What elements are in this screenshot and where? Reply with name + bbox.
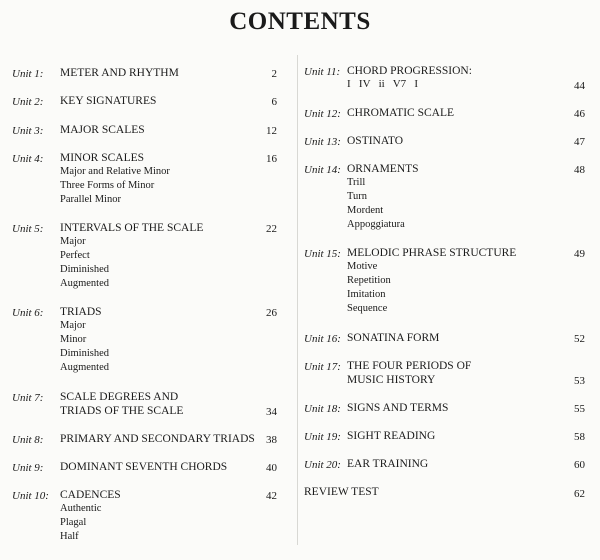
subtopic: Parallel Minor	[60, 194, 121, 205]
subtopic: Repetition	[347, 275, 391, 286]
subtopic: Diminished	[60, 264, 109, 275]
unit-title: KEY SIGNATURES	[60, 95, 157, 107]
unit-label: Unit 17:	[304, 361, 341, 373]
page-number: 6	[271, 96, 277, 108]
unit-title: SIGNS AND TERMS	[347, 402, 449, 414]
unit-title: SIGHT READING	[347, 430, 436, 442]
subtopic: Imitation	[347, 289, 386, 300]
page-number: 16	[266, 153, 277, 165]
unit-title-line-2: TRIADS OF THE SCALE	[60, 405, 184, 417]
unit-title: SONATINA FORM	[347, 332, 440, 344]
unit-label: Unit 8:	[12, 434, 44, 446]
subtopic: Augmented	[60, 278, 109, 289]
unit-title: METER AND RHYTHM	[60, 67, 179, 79]
unit-label: Unit 9:	[12, 462, 44, 474]
page-number: 62	[574, 488, 585, 500]
subtopic: Perfect	[60, 250, 90, 261]
unit-title: INTERVALS OF THE SCALE	[60, 222, 204, 234]
page-number: 48	[574, 164, 585, 176]
unit-title: CADENCES	[60, 489, 121, 501]
page-title: CONTENTS	[229, 8, 371, 35]
unit-title: CHORD PROGRESSION:	[347, 65, 472, 77]
unit-title: MELODIC PHRASE STRUCTURE	[347, 247, 517, 259]
page-number: 40	[266, 462, 277, 474]
subtopic: Sequence	[347, 303, 388, 314]
page-number: 52	[574, 333, 585, 345]
unit-label: Unit 13:	[304, 136, 341, 148]
subtopic: Diminished	[60, 348, 109, 359]
subtopic: Appoggiatura	[347, 219, 405, 230]
unit-label: Unit 14:	[304, 164, 341, 176]
unit-label: Unit 10:	[12, 490, 49, 502]
unit-title: MINOR SCALES	[60, 152, 145, 164]
unit-title-line-2: MUSIC HISTORY	[347, 374, 436, 386]
unit-label: Unit 4:	[12, 153, 44, 165]
page-number: 55	[574, 403, 585, 415]
chord-progression: I IV ii V7 I	[347, 78, 419, 90]
page-number: 22	[266, 223, 277, 235]
subtopic: Three Forms of Minor	[60, 180, 155, 191]
subtopic: Mordent	[347, 205, 384, 216]
page-number: 58	[574, 431, 585, 443]
unit-title: PRIMARY AND SECONDARY TRIADS	[60, 433, 255, 445]
unit-label: Unit 15:	[304, 248, 341, 260]
unit-title: TRIADS	[60, 306, 102, 318]
page-number: 34	[266, 406, 277, 418]
page-number: 47	[574, 136, 585, 148]
unit-label: Unit 2:	[12, 96, 44, 108]
subtopic: Turn	[347, 191, 368, 202]
subtopic: Major	[60, 320, 86, 331]
subtopic: Minor	[60, 334, 87, 345]
unit-title: ORNAMENTS	[347, 163, 419, 175]
unit-label: Unit 20:	[304, 459, 341, 471]
subtopic: Major	[60, 236, 86, 247]
subtopic: Augmented	[60, 362, 109, 373]
unit-title: EAR TRAINING	[347, 458, 429, 470]
unit-label: Unit 11:	[304, 66, 341, 78]
unit-label: Unit 6:	[12, 307, 44, 319]
page-number: 44	[574, 80, 585, 92]
page-number: 38	[266, 434, 277, 446]
unit-label: Unit 5:	[12, 223, 44, 235]
page-number: 26	[266, 307, 277, 319]
page-number: 46	[574, 108, 585, 120]
unit-label: Unit 19:	[304, 431, 341, 443]
unit-title: CHROMATIC SCALE	[347, 107, 455, 119]
subtopic: Plagal	[60, 517, 87, 528]
unit-label: Unit 16:	[304, 333, 341, 345]
subtopic: Trill	[347, 177, 366, 188]
subtopic: Motive	[347, 261, 378, 272]
review-test-title: REVIEW TEST	[304, 486, 379, 498]
unit-title: OSTINATO	[347, 135, 404, 147]
unit-label: Unit 3:	[12, 125, 44, 137]
page-number: 12	[266, 125, 277, 137]
unit-label: Unit 1:	[12, 68, 44, 80]
unit-title: MAJOR SCALES	[60, 124, 145, 136]
page-number: 2	[271, 68, 277, 80]
subtopic: Authentic	[60, 503, 102, 514]
unit-label: Unit 18:	[304, 403, 341, 415]
subtopic: Major and Relative Minor	[60, 166, 170, 177]
page-number: 60	[574, 459, 585, 471]
page-number: 49	[574, 248, 585, 260]
unit-title: DOMINANT SEVENTH CHORDS	[60, 461, 228, 473]
page-number: 53	[574, 375, 585, 387]
unit-label: Unit 7:	[12, 392, 44, 404]
column-divider	[297, 55, 298, 545]
page-number: 42	[266, 490, 277, 502]
unit-title: THE FOUR PERIODS OF	[347, 360, 472, 372]
subtopic: Half	[60, 531, 79, 542]
unit-title: SCALE DEGREES AND	[60, 391, 179, 403]
unit-label: Unit 12:	[304, 108, 341, 120]
